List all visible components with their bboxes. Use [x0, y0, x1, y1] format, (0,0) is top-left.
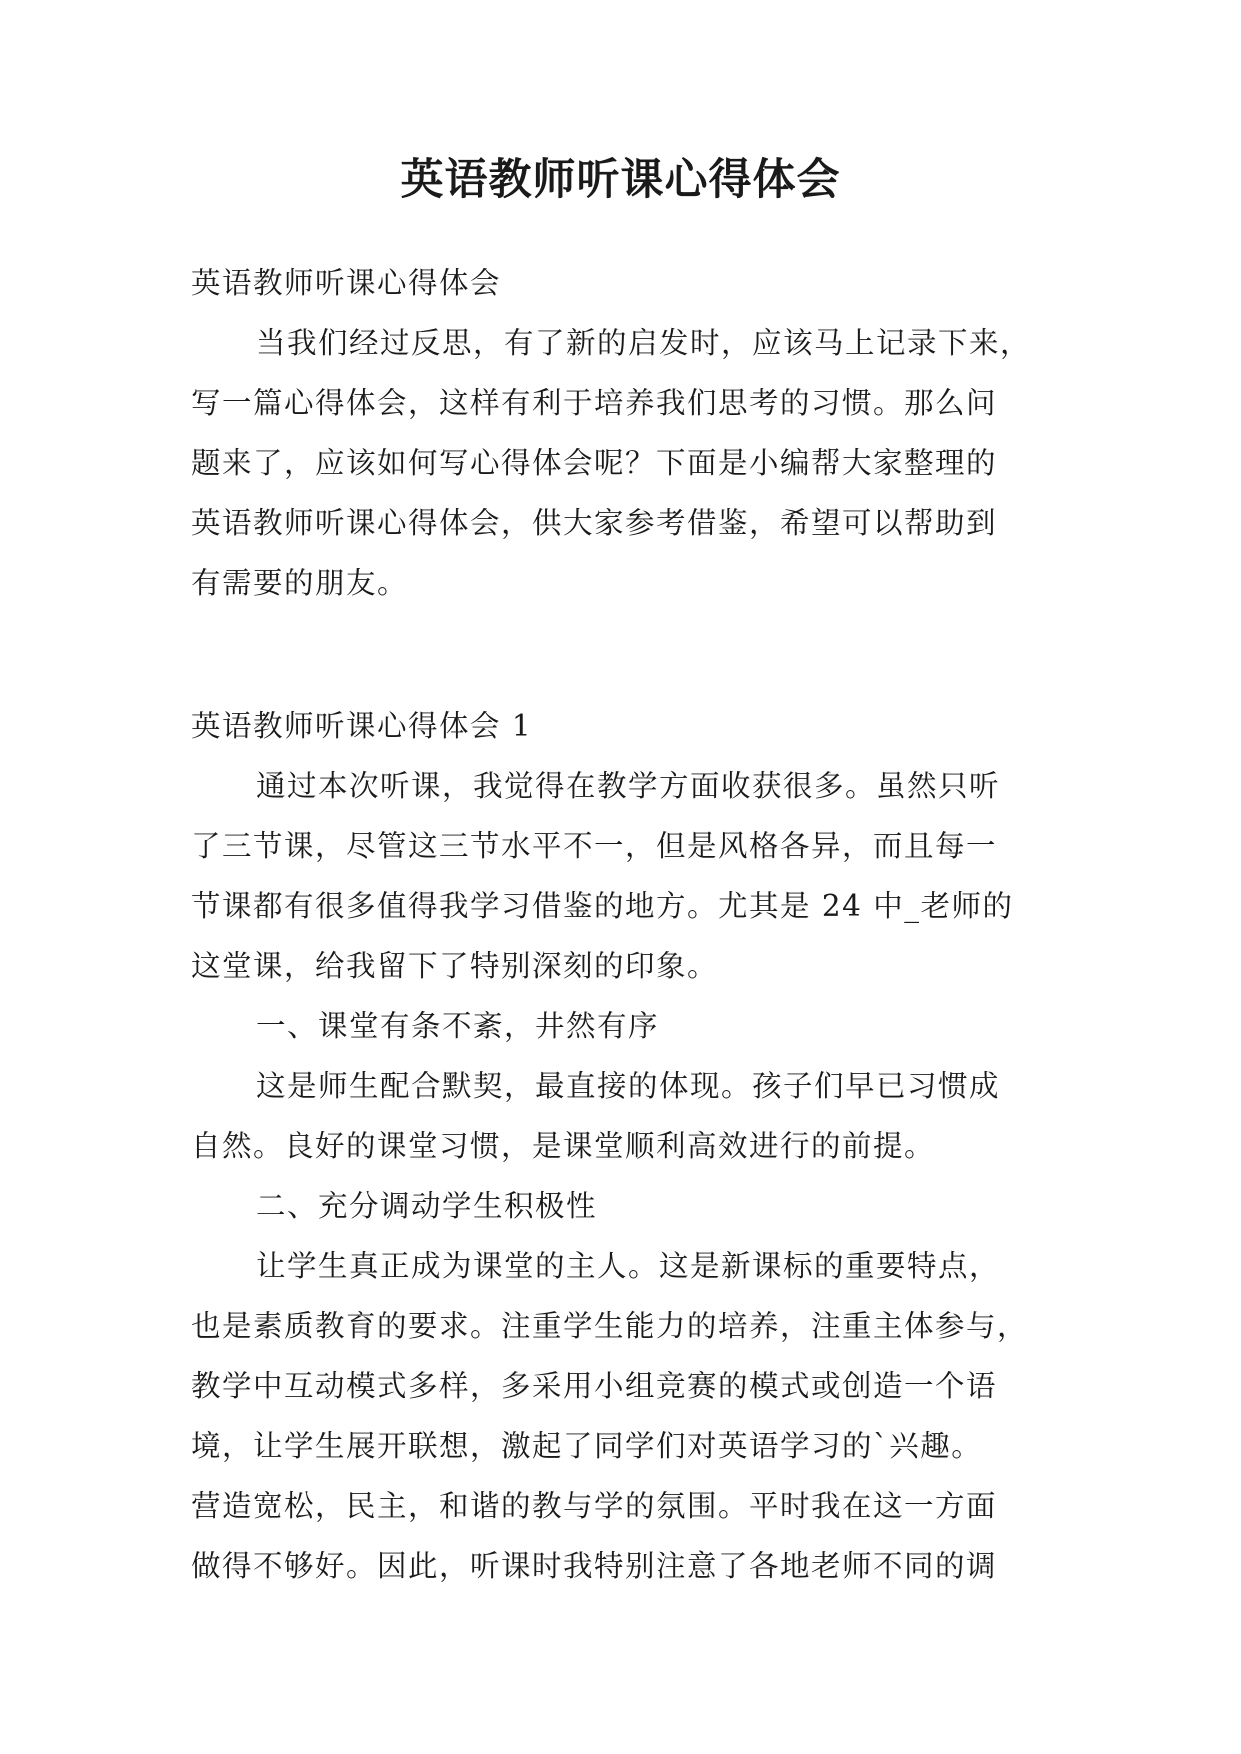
- body-line: 境，让学生展开联想，激起了同学们对英语学习的`兴趣。: [191, 1429, 983, 1463]
- document-title: 英语教师听课心得体会: [400, 155, 841, 205]
- body-line: 这是师生配合默契，最直接的体现。孩子们早已习惯成: [256, 1069, 1001, 1103]
- body-line: 了三节课，尽管这三节水平不一，但是风格各异，而且每一: [191, 829, 998, 863]
- section-heading: 英语教师听课心得体会 1: [191, 709, 533, 743]
- body-line: 自然。良好的课堂习惯，是课堂顺利高效进行的前提。: [191, 1129, 936, 1163]
- intro-line: 题来了，应该如何写心得体会呢？下面是小编帮大家整理的: [191, 446, 998, 480]
- intro-line: 当我们经过反思，有了新的启发时，应该马上记录下来，: [256, 326, 1032, 360]
- paragraph-spacer: [191, 613, 1061, 696]
- intro-line: 写一篇心得体会，这样有利于培养我们思考的习惯。那么问: [191, 386, 998, 420]
- body-line: 做得不够好。因此，听课时我特别注意了各地老师不同的调: [191, 1549, 998, 1583]
- body-line: 也是素质教育的要求。注重学生能力的培养，注重主体参与，: [191, 1309, 1029, 1343]
- body-line: 营造宽松，民主，和谐的教与学的氛围。平时我在这一方面: [191, 1489, 998, 1523]
- document-body: [191, 253, 1061, 1596]
- intro-heading: 英语教师听课心得体会: [191, 266, 502, 300]
- subheading-line: 一、课堂有条不紊，井然有序: [256, 1009, 660, 1043]
- body-line: 教学中互动模式多样，多采用小组竞赛的模式或创造一个语: [191, 1369, 998, 1403]
- intro-line: 有需要的朋友。: [191, 566, 409, 600]
- body-line: 通过本次听课，我觉得在教学方面收获很多。虽然只听: [256, 769, 1001, 803]
- body-line: 让学生真正成为课堂的主人。这是新课标的重要特点，: [256, 1249, 1001, 1283]
- body-line: 节课都有很多值得我学习借鉴的地方。尤其是 24 中_老师的: [191, 889, 1014, 923]
- subheading-line: 二、充分调动学生积极性: [256, 1189, 598, 1223]
- body-line: 这堂课，给我留下了特别深刻的印象。: [191, 949, 719, 983]
- intro-line: 英语教师听课心得体会，供大家参考借鉴，希望可以帮助到: [191, 506, 998, 540]
